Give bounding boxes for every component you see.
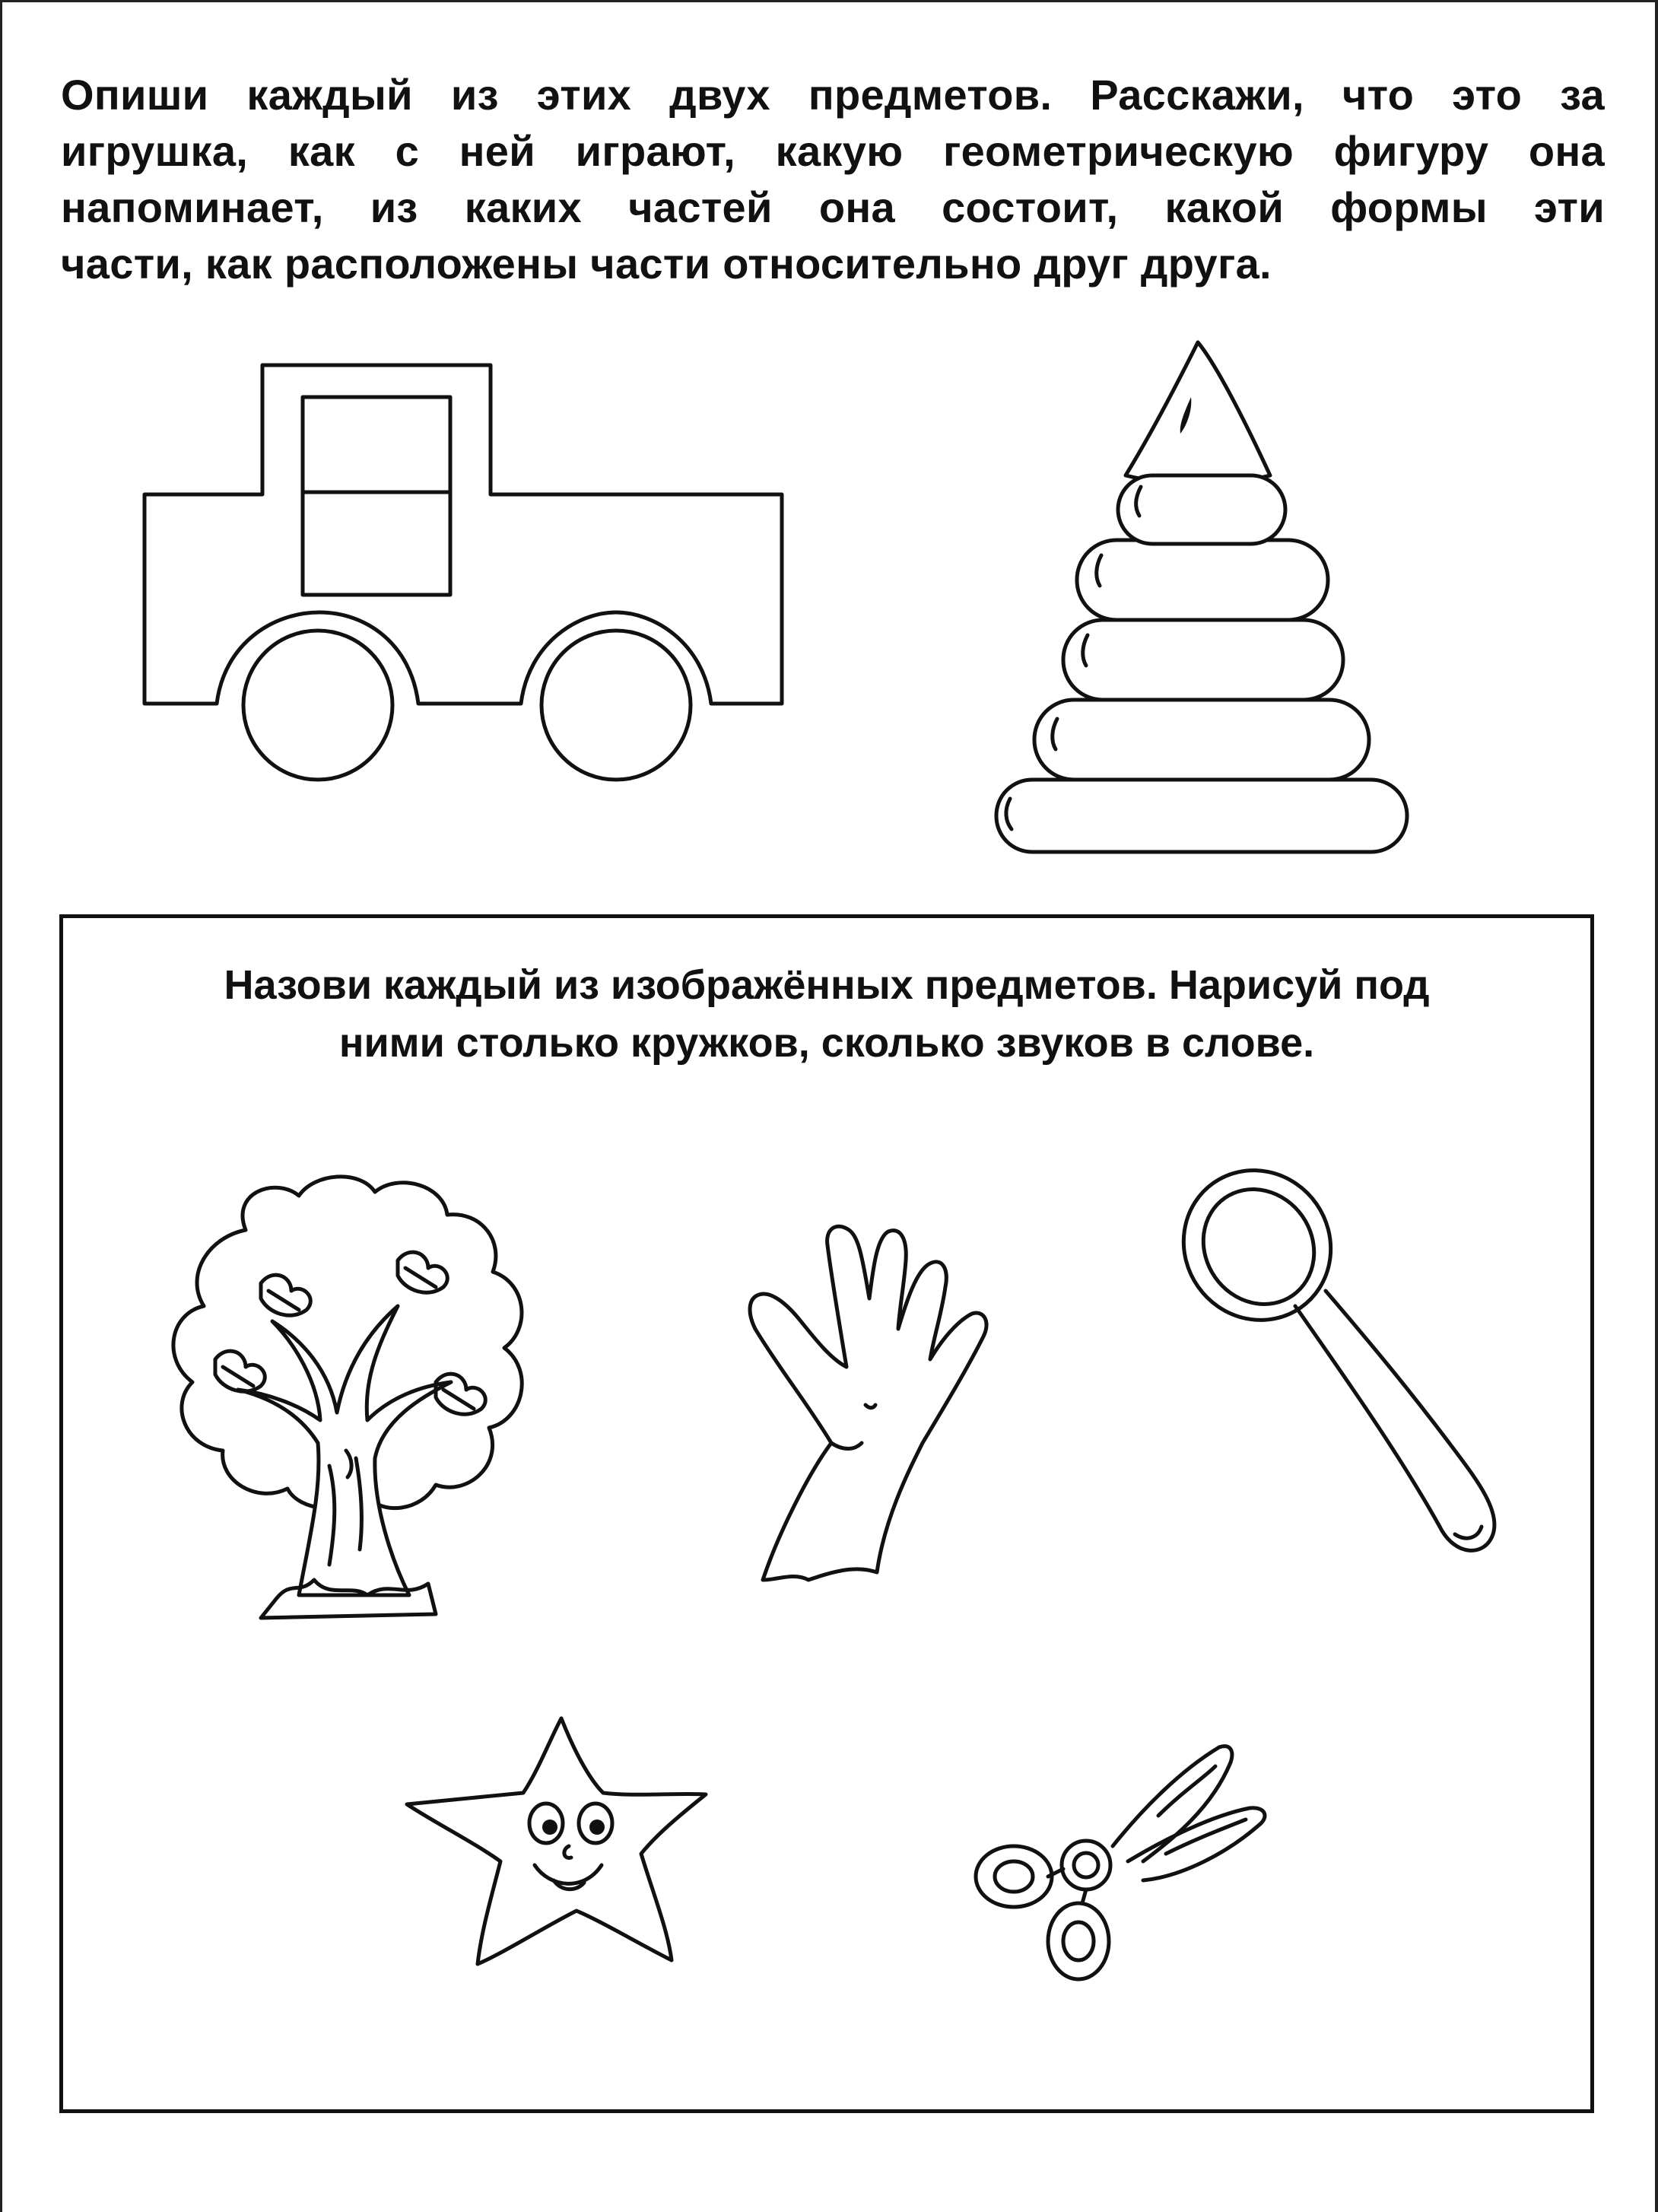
task1-line-1: Опиши каждый из этих двух предметов. Расскажи, что это за <box>61 71 1605 119</box>
ring-pyramid-icon <box>897 335 1506 860</box>
task2-line-1: Назови каждый из изображённых предметов. Нарисуй под <box>224 962 1430 1008</box>
star-icon <box>398 1709 717 1983</box>
spoon-icon <box>1166 1162 1516 1587</box>
task1-line-3: напоминает, из каких частей она состоит, какой формы эти <box>61 183 1605 231</box>
task1-line-4: части, как расположены части относительно друг друга. <box>61 240 1272 288</box>
page-edge-left <box>0 0 2 2212</box>
task2-line-2: ними столько кружков, сколько звуков в слове. <box>338 1020 1315 1066</box>
task2-frame <box>59 914 1594 2113</box>
scissors-icon <box>968 1724 1288 1983</box>
page-edge-top <box>0 0 1658 2</box>
task1-instruction <box>61 67 1605 292</box>
glove-icon <box>717 1215 1052 1595</box>
task1-line-2: игрушка, как с ней играют, какую геометрическую фигуру она <box>61 127 1605 175</box>
task2-instruction <box>63 956 1590 1072</box>
truck-icon <box>137 358 806 791</box>
tree-icon <box>147 1169 588 1641</box>
page-edge-right <box>1655 0 1658 2212</box>
